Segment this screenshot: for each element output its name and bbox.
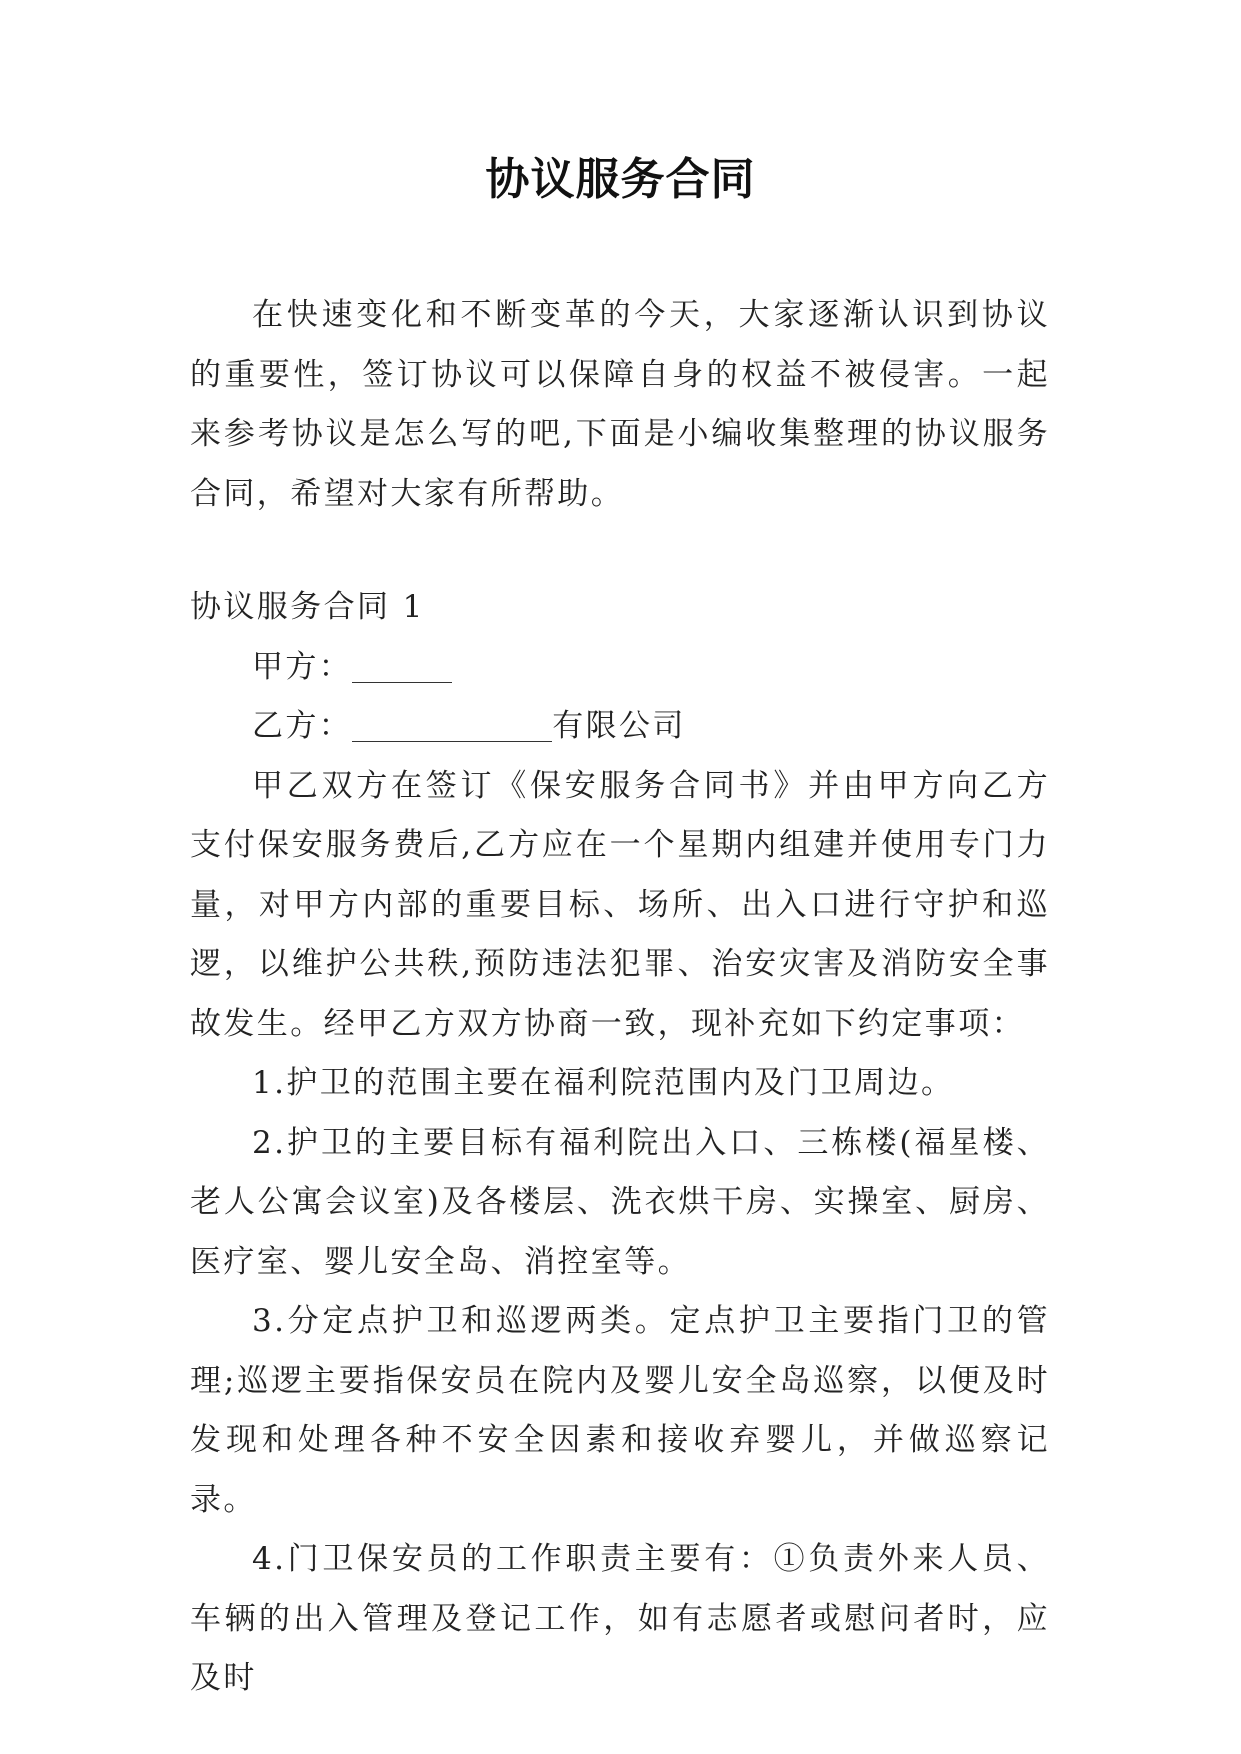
party-a-blank [352,649,452,683]
contract-paragraph: 甲乙双方在签订《保安服务合同书》并由甲方向乙方支付保安服务费后,乙方应在一个星期内组建并使用专门力量，对甲方内部的重要目标、场所、出入口进行守护和巡逻，以维护公共秩,预防违法犯罪、治安灾害及消防安全事故发生。经甲乙方双方协商一致，现补充如下约定事项： [190,767,1050,1042]
party-a-line [190,638,1050,698]
contract-clause-2: 2.护卫的主要目标有福利院出入口、三栋楼(福星楼、老人公寓会议室)及各楼层、洗衣烘干房、实操室、厨房、医疗室、婴儿安全岛、消控室等。 [190,1124,1050,1280]
party-a-label: 甲方： [252,648,353,685]
section-heading: 协议服务合同 1 [190,589,425,625]
contract-clause-4: 4.门卫保安员的工作职责主要有：①负责外来人员、车辆的出入管理及登记工作，如有志愿者或慰问者时，应及时 [190,1541,1050,1696]
contract-clause-3: 3.分定点护卫和巡逻两类。定点护卫主要指门卫的管理;巡逻主要指保安员在院内及婴儿安全岛巡察，以便及时发现和处理各种不安全因素和接收弃婴儿，并做巡察记录。 [190,1303,1050,1518]
document-title: 协议服务合同 [485,154,756,205]
intro-block [190,286,1050,524]
party-b-blank [352,709,552,743]
party-b-line [190,697,1050,757]
party-b-label: 乙方： [252,708,353,744]
intro-paragraph: 在快速变化和不断变革的今天，大家逐渐认识到协议的重要性，签订协议可以保障自身的权益不被侵害。一起来参考协议是怎么写的吧,下面是小编收集整理的协议服务合同，希望对大家有所帮助。 [190,297,1050,512]
contract-clause-1: 1.护卫的范围主要在福利院范围内及门卫周边。 [252,1065,955,1101]
party-b-suffix: 有限公司 [552,708,686,744]
contract-section-1 [190,578,1050,1709]
